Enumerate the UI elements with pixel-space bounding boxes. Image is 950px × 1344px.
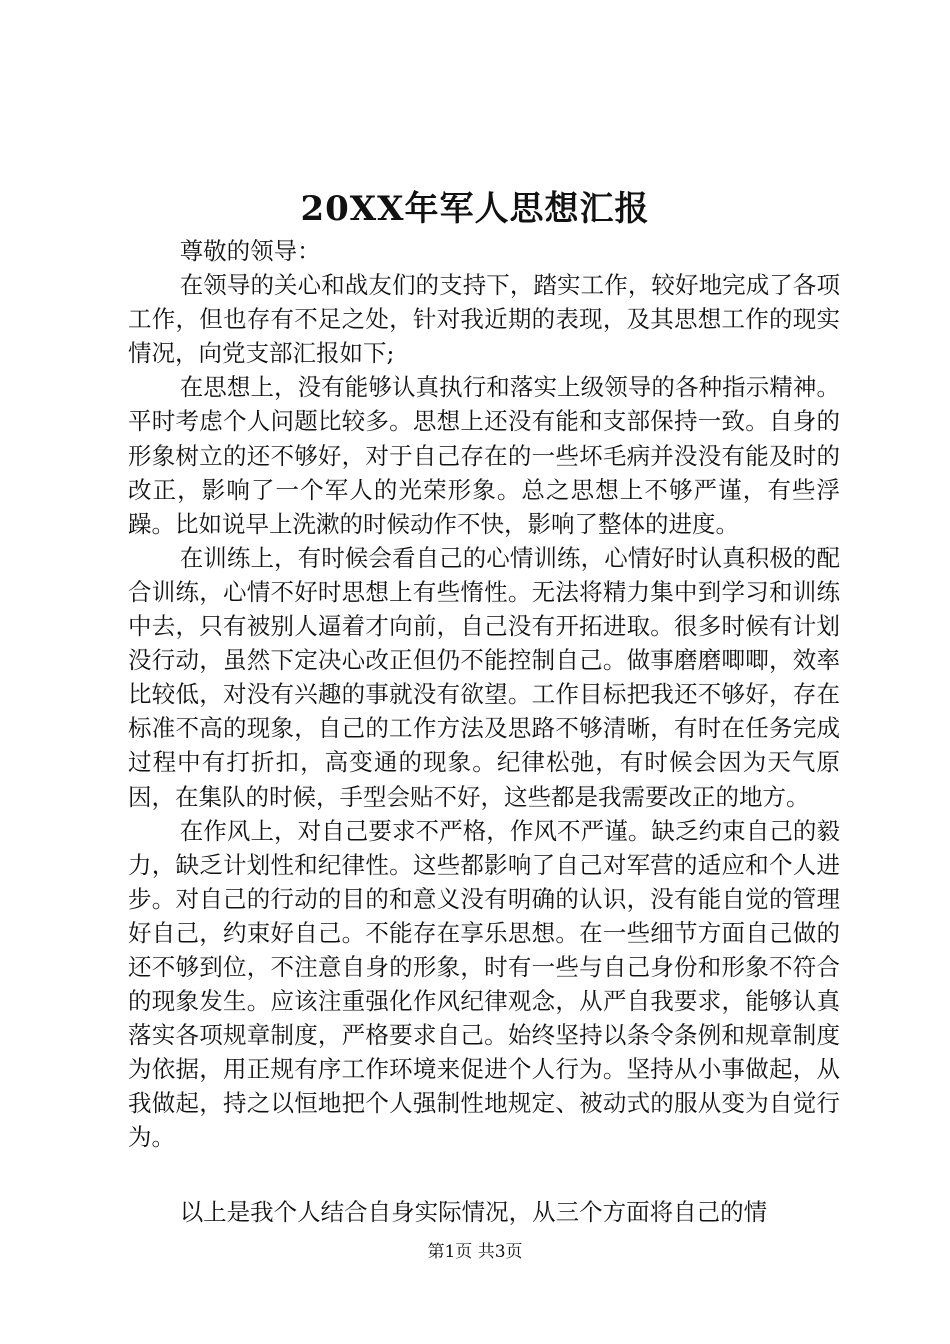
- paragraph-training: 在训练上，有时候会看自己的心情训练，心情好时认真积极的配合训练，心情不好时思想上有些惰性。无法将精力集中到学习和训练中去，只有被别人逼着才向前，自己没有开拓进取。很多时候有计划没行动，虽然下定决心改正但仍不能控制自己。做事磨磨唧唧，效率比较低，对没有兴趣的事就没有欲望。工作目标把我还不够好，存在标准不高的现象，自己的工作方法及思路不够清晰，有时在任务完成过程中有打折扣，高变通的现象。纪律松弛，有时候会因为天气原因，在集队的时候，手型会贴不好，这些都是我需要改正的地方。: [128, 543, 840, 811]
- salutation: 尊敬的领导：: [179, 237, 321, 265]
- paragraph-thought: 在思想上，没有能够认真执行和落实上级领导的各种指示精神。平时考虑个人问题比较多。思想上还没有能和支部保持一致。自身的形象树立的还不够好，对于自己存在的一些坏毛病并没没有能及时的改正，影响了一个军人的光荣形象。总之思想上不够严谨，有些浮躁。比如说早上洗漱的时候动作不快，影响了整体的进度。: [128, 373, 840, 538]
- paragraph-style: 在作风上，对自己要求不严格，作风不严谨。缺乏约束自己的毅力，缺乏计划性和纪律性。这些都影响了自己对军营的适应和个人进步。对自己的行动的目的和意义没有明确的认识，没有能自觉的管理好自己，约束好自己。不能存在享乐思想。在一些细节方面自己做的还不够到位，不注意自身的形象，时有一些与自己身份和形象不符合的现象发生。应该注重强化作风纪律观念，从严自我要求，能够认真落实各项规章制度，严格要求自己。始终坚持以条令条例和规章制度为依据，用正规有序工作环境来促进个人行为。坚持从小事做起，从我做起，持之以恒地把个人强制性地规定、被动式的服从变为自觉行为。: [128, 816, 840, 1152]
- paragraph-closing: 以上是我个人结合自身实际情况，从三个方面将自己的情: [179, 1197, 768, 1226]
- document-body: [128, 234, 840, 1229]
- page-footer: 第1页 共3页: [427, 1242, 523, 1262]
- paragraph-intro: 在领导的关心和战友们的支持下，踏实工作，较好地完成了各项工作，但也存有不足之处，针对我近期的表现，及其思想工作的现实情况，向党支部汇报如下;: [128, 271, 840, 368]
- document-title: 20XX年军人思想汇报: [300, 189, 650, 229]
